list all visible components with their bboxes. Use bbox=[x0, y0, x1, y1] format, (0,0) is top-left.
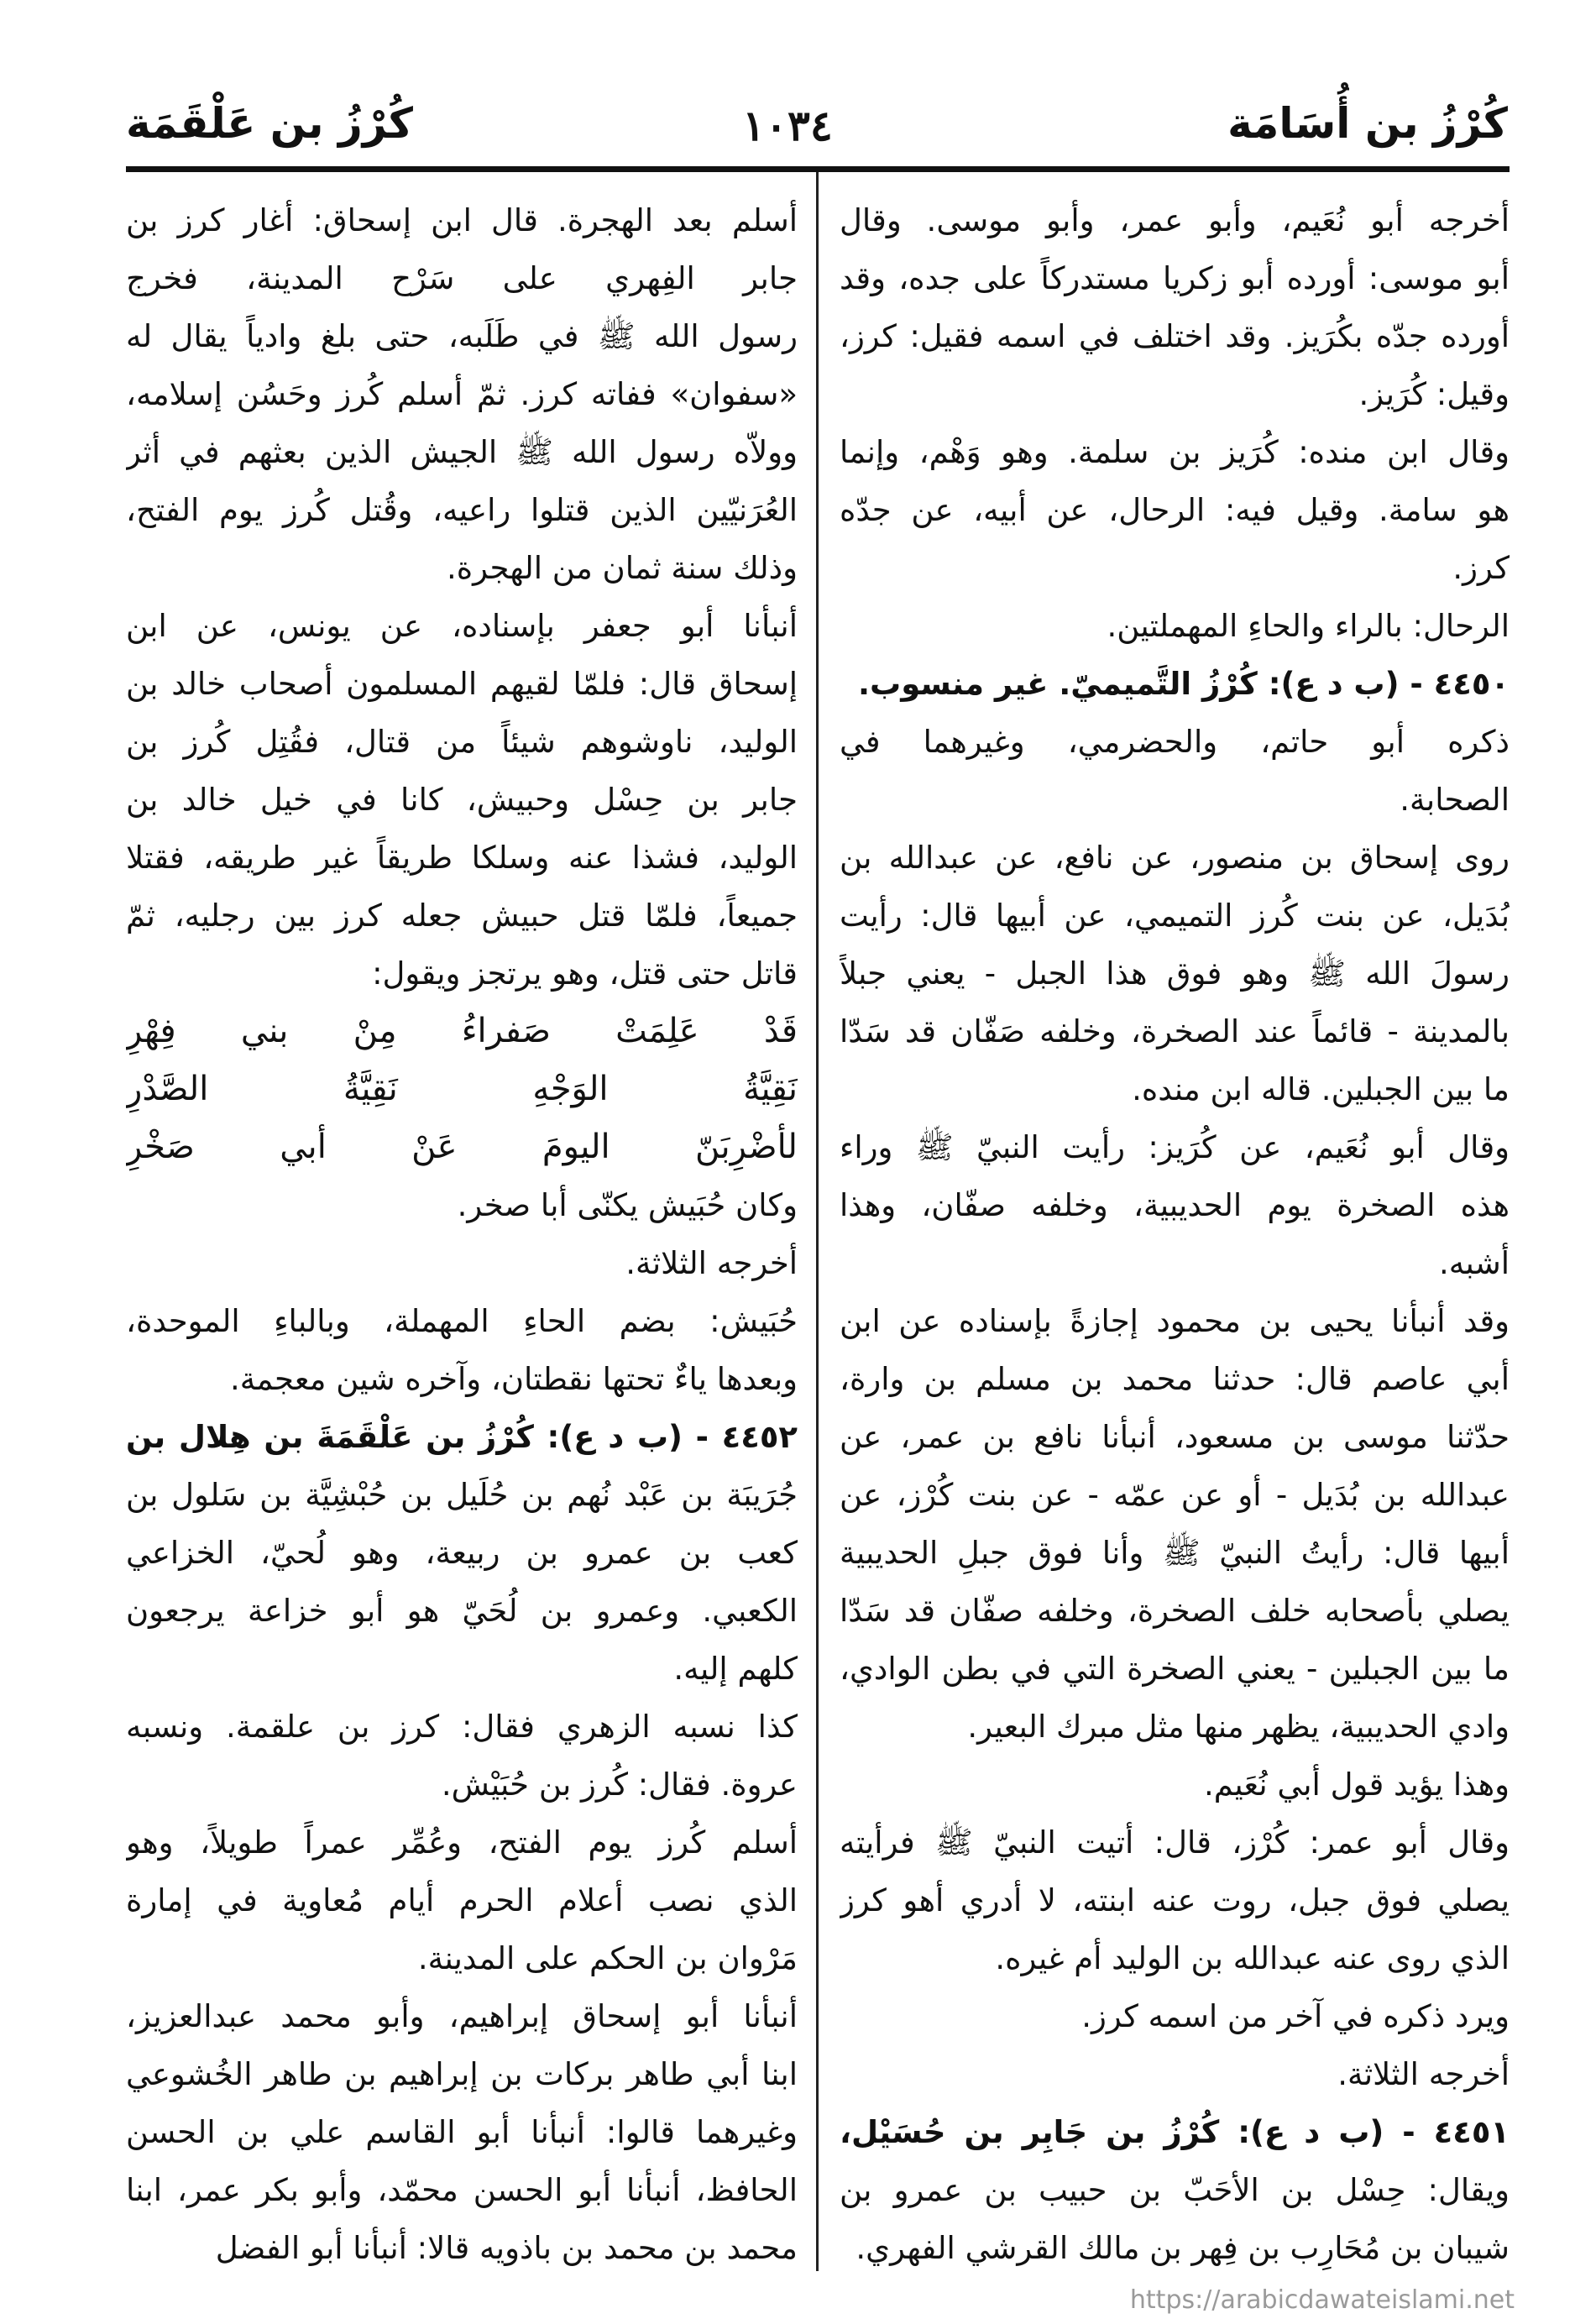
text-line: روى إسحاق بن منصور، عن نافع، عن عبدالله بن bbox=[840, 840, 1510, 876]
text-line: كذا نسبه الزهري فقال: كرز بن علقمة. ونسبه bbox=[126, 1709, 798, 1745]
verse-line: نَقِيَّةُ الوَجْهِ نَقِيَّةُ الصَّدْرِ bbox=[126, 1070, 798, 1108]
text-line: أسلم بعد الهجرة. قال ابن إسحاق: أغار كرز بن bbox=[126, 202, 798, 238]
entry-heading-line: ٤٤٥١ - (ب د ع): كُرْزُ بن جَابِر بن حُسَيْل، bbox=[840, 2114, 1510, 2150]
text-line: العُرَنيّين الذين قتلوا راعيه، وقُتل كُرز يوم الفتح، bbox=[126, 492, 798, 528]
text-line: ابنا أبي طاهر بركات بن إبراهيم بن طاهر الخُشوعي bbox=[126, 2056, 798, 2092]
text-line: أسلم كُرز يوم الفتح، وعُمِّر عمراً طويلاً، وهو bbox=[126, 1824, 798, 1861]
text-line: «سفوان» ففاته كرز. ثمّ أسلم كُرز وحَسُن إسلامه، bbox=[126, 376, 798, 412]
text-line: بُدَيل، عن بنت كُرز التميمي، عن أبيها قال: رأيت bbox=[840, 898, 1510, 934]
text-line: أورده جدّه بكُرَيز. وقد اختلف في اسمه فقيل: كرز، bbox=[840, 318, 1510, 354]
text-line: ما بين الجبلين. قاله ابن منده. bbox=[1132, 1071, 1510, 1107]
text-line: إسحاق قال: فلمّا لقيهم المسلمون أصحاب خالد بن bbox=[126, 666, 798, 702]
text-line: الصحابة. bbox=[1400, 782, 1510, 818]
text-line: جُرَيبَة بن عَبْد نُهم بن حُلَيل بن حُبْشِيَّة بن سَلول بن bbox=[126, 1477, 798, 1513]
text-line: ذكره أبو حاتم، والحضرمي، وغيرهما في bbox=[840, 724, 1510, 760]
text-line: كعب بن عمرو بن ربيعة، وهو لُحيّ، الخزاعي bbox=[126, 1535, 798, 1571]
text-line: هذه الصخرة يوم الحديبية، وخلفه صفّان، وهذا bbox=[840, 1187, 1510, 1223]
text-line: بالمدينة - قائماً عند الصخرة، وخلفه صَفّان قد سَدّا bbox=[840, 1013, 1510, 1049]
text-line: الذي نصب أعلام الحرم أيام مُعاوية في إمارة bbox=[126, 1882, 798, 1918]
entry-heading-line: ٤٤٥٠ - (ب د ع): كُرْزُ التَّميميّ. غير منسوب. bbox=[857, 666, 1510, 702]
text-line: جابر الفِهري على سَرْح المدينة، فخرج bbox=[126, 260, 798, 296]
text-line: مَرْوان بن الحكم على المدينة. bbox=[417, 1940, 798, 1976]
text-line: شيبان بن مُحَارِب بن فِهر بن مالك القرشي الفهري. bbox=[856, 2230, 1510, 2266]
text-line: حُبَيش: بضم الحاءِ المهملة، وبالباءِ الموحدة، bbox=[126, 1303, 798, 1339]
text-line: كرز. bbox=[1452, 550, 1510, 586]
text-line: جابر بن حِسْل وحبيش، كانا في خيل خالد بن bbox=[126, 782, 798, 818]
text-line: أبيها قال: رأيتُ النبيّ ﷺ وأنا فوق جبلِ الحديبية bbox=[840, 1535, 1510, 1571]
text-line: الكعبي. وعمرو بن لُحَيّ هو أبو خزاعة يرجعون bbox=[126, 1593, 798, 1629]
text-line: وقيل: كُرَيز. bbox=[1358, 376, 1510, 412]
text-line: وقد أنبأنا يحيى بن محمود إجازةً بإسناده عن ابن bbox=[840, 1303, 1510, 1339]
text-line: وبعدها ياءٌ تحتها نقطتان، وآخره شين معجمة. bbox=[229, 1361, 798, 1397]
text-line: ويرد ذكره في آخر من اسمه كرز. bbox=[1081, 1998, 1510, 2034]
text-line: أشبه. bbox=[1438, 1245, 1510, 1281]
text-line: عروة. فقال: كُرز بن حُبَيْش. bbox=[441, 1767, 798, 1803]
text-line: وولاّه رسول الله ﷺ الجيش الذين بعثهم في أثر bbox=[126, 434, 798, 470]
text-line: وذلك سنة ثمان من الهجرة. bbox=[446, 550, 798, 586]
text-line: الذي روى عنه عبدالله بن الوليد أم غيره. bbox=[995, 1940, 1510, 1976]
text-line: كلهم إليه. bbox=[673, 1651, 798, 1687]
text-line: الوليد، فشذا عنه وسلكا طريقاً غير طريقه، فقتلا bbox=[126, 840, 798, 876]
text-line: الوليد، ناوشوهم شيئاً من قتال، فقُتِل كُرز بن bbox=[126, 724, 798, 760]
text-line: وقال أبو عمر: كُرْز، قال: أتيت النبيّ ﷺ فرأيته bbox=[840, 1824, 1510, 1861]
text-line: وقال ابن منده: كُرَيز بن سلمة. وهو وَهْم، وإنما bbox=[840, 434, 1510, 470]
text-line: قاتل حتى قتل، وهو يرتجز ويقول: bbox=[372, 955, 798, 992]
verse-line: قَدْ عَلِمَتْ صَفراءُ مِنْ بني فِهْرِ bbox=[126, 1012, 798, 1050]
text-line: الحافظ، أنبأنا أبو الحسن محمّد، وأبو بكر عمر، ابنا bbox=[126, 2172, 798, 2208]
text-line: محمد بن محمد بن باذويه قالا: أنبأنا أبو الفضل bbox=[215, 2230, 798, 2266]
text-line: يصلي بأصحابه خلف الصخرة، وخلفه صفّان قد سَدّا bbox=[840, 1593, 1510, 1629]
text-line: وهذا يؤيد قول أبي نُعَيم. bbox=[1203, 1767, 1510, 1803]
text-line: وقال أبو نُعَيم، عن كُرَيز: رأيت النبيّ ﷺ وراء bbox=[840, 1129, 1510, 1165]
text-line: أخرجه أبو نُعَيم، وأبو عمر، وأبو موسى. وقال bbox=[840, 202, 1510, 238]
watermark: https://arabicdawateislami.net bbox=[1129, 2285, 1515, 2315]
header-rule bbox=[126, 166, 1510, 172]
text-line: ويقال: حِسْل بن الأحَبّ بن حبيب بن عمرو بن bbox=[840, 2172, 1510, 2208]
text-line: وكان حُبَيش يكنّى أبا صخر. bbox=[457, 1187, 798, 1223]
verse-line: لأضْرِبَنّ اليومَ عَنْ أبي صَخْرِ bbox=[126, 1128, 798, 1166]
running-head-left: كُرْزُ بن عَلْقَمَة bbox=[126, 99, 413, 148]
text-line: أنبأنا أبو جعفر بإسناده، عن يونس، عن ابن bbox=[126, 608, 798, 644]
text-line: أبي عاصم قال: حدثنا محمد بن مسلم بن وارة، bbox=[840, 1361, 1510, 1397]
text-line: أبو موسى: أورده أبو زكريا مستدركاً على جده، وقد bbox=[840, 260, 1510, 296]
entry-heading-line: ٤٤٥٢ - (ب د ع): كُرْزُ بن عَلْقَمَةَ بن هِلال بن bbox=[126, 1419, 798, 1455]
text-line: الرحال: بالراء والحاءِ المهملتين. bbox=[1107, 608, 1510, 644]
text-line: رسولَ الله ﷺ وهو فوق هذا الجبل - يعني جبلاً bbox=[840, 955, 1510, 992]
running-head-right: كُرْزُ بن أُسَامَة bbox=[1227, 99, 1508, 148]
text-line: رسول الله ﷺ في طَلَبه، حتى بلغ وادياً يقال له bbox=[126, 318, 798, 354]
text-line: حدّثنا موسى بن مسعود، أنبأنا نافع بن عمر، عن bbox=[840, 1419, 1510, 1455]
column-divider bbox=[816, 172, 819, 2271]
text-line: أنبأنا أبو إسحاق إبراهيم، وأبو محمد عبدالعزيز، bbox=[126, 1998, 798, 2034]
right-column bbox=[840, 191, 1510, 2277]
text-line: وغيرهما قالوا: أنبأنا أبو القاسم علي بن الحسن bbox=[126, 2114, 798, 2150]
text-line: هو سامة. وقيل فيه: الرحال، عن أبيه، عن جدّه bbox=[840, 492, 1510, 528]
text-line: جميعاً، فلمّا قتل حبيش جعله كرز بين رجليه، ثمّ bbox=[126, 898, 798, 934]
page-number: ١٠٣٤ bbox=[742, 101, 833, 150]
left-column bbox=[126, 191, 798, 2277]
text-line: أخرجه الثلاثة. bbox=[625, 1245, 798, 1281]
text-line: وادي الحديبية، يظهر منها مثل مبرك البعير. bbox=[967, 1709, 1510, 1745]
text-line: ما بين الجبلين - يعني الصخرة التي في بطن الوادي، bbox=[840, 1651, 1510, 1687]
text-line: أخرجه الثلاثة. bbox=[1337, 2056, 1510, 2092]
text-line: عبدالله بن بُدَيل - أو عن عمّه - عن بنت كُرْز، عن bbox=[840, 1477, 1510, 1513]
text-line: يصلي فوق جبل، روت عنه ابنته، لا أدري أهو كرز bbox=[840, 1882, 1510, 1918]
